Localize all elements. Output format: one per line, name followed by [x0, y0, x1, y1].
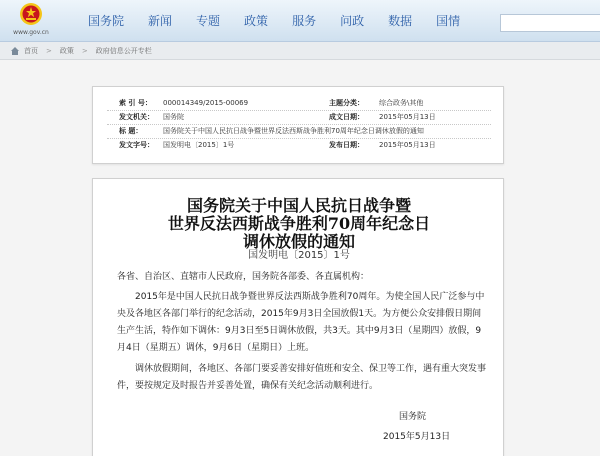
search-input[interactable] — [500, 14, 600, 32]
doc-number: 国发明电〔2015〕1号 — [248, 250, 350, 261]
title-value: 国务院关于中国人民抗日战争暨世界反法西斯战争胜利70周年纪念日调休放假的通知 — [163, 127, 424, 135]
doc-salutation: 各省、自治区、直辖市人民政府，国务院各部委、各直属机构： — [117, 272, 370, 282]
nav-item-guowuyuan[interactable]: 国务院 — [88, 14, 125, 28]
publish-date-value: 2015年05月13日 — [379, 141, 436, 149]
breadcrumb-separator: > — [81, 46, 88, 55]
title-label: 标 题： — [119, 127, 143, 135]
category-value: 综合政务\其他 — [379, 99, 424, 107]
nav-item-news[interactable]: 新闻 — [148, 14, 173, 28]
doc-title-line-2: 世界反法西斯战争胜利70周年纪念日 — [167, 214, 431, 233]
doc-signature: 国务院 — [399, 412, 427, 422]
written-date-label: 成文日期： — [329, 113, 364, 121]
doc-number-value: 国发明电〔2015〕1号 — [163, 141, 235, 149]
issuer-label: 发文机关： — [119, 113, 154, 121]
logo-url-text: www.gov.cn — [13, 29, 49, 36]
doc-title-line-3: 调休放假的通知 — [242, 232, 355, 251]
meta-row-title — [93, 125, 505, 137]
home-icon — [10, 46, 20, 56]
index-number-label: 索 引 号： — [119, 99, 152, 107]
breadcrumb-home[interactable]: 首页 — [24, 46, 38, 55]
nav-item-topics[interactable]: 专题 — [196, 14, 221, 28]
meta-row-issuer — [93, 111, 505, 123]
site-header — [0, 0, 600, 42]
nav-item-data[interactable]: 数据 — [388, 14, 413, 28]
meta-row-docno — [93, 139, 505, 151]
nav-item-policy[interactable]: 政策 — [244, 14, 269, 28]
nav-item-inquiry[interactable]: 问政 — [340, 14, 365, 28]
main-nav — [76, 9, 472, 33]
doc-date: 2015年5月13日 — [383, 432, 451, 442]
doc-title-line-1: 国务院关于中国人民抗日战争暨 — [186, 196, 411, 215]
doc-number-label: 发文字号： — [119, 141, 154, 149]
category-label: 主题分类： — [329, 99, 364, 107]
doc-paragraph-2: 调休放假期间，各地区、各部门要妥善安排好值班和安全、保卫等工作，遇有重大突发事件，要按规定及时报告并妥善处置，确保有关纪念活动顺利进行。 — [117, 364, 487, 391]
breadcrumb — [0, 42, 600, 60]
breadcrumb-separator: > — [46, 46, 52, 55]
site-logo[interactable] — [6, 2, 56, 40]
breadcrumb-policy[interactable]: 政策 — [59, 46, 74, 55]
breadcrumb-info-column[interactable]: 政府信息公开专栏 — [95, 46, 152, 55]
nav-item-services[interactable]: 服务 — [292, 14, 317, 28]
national-emblem-icon — [19, 2, 43, 26]
index-number-value: 000014349/2015-00069 — [163, 99, 249, 107]
document-metadata-panel — [92, 86, 504, 164]
written-date-value: 2015年05月13日 — [379, 113, 436, 121]
nav-item-national[interactable]: 国情 — [436, 14, 461, 28]
issuer-value: 国务院 — [163, 113, 184, 121]
meta-row-index — [93, 97, 505, 109]
doc-paragraph-1: 2015年是中国人民抗日战争暨世界反法西斯战争胜利70周年。为使全国人民广泛参与中央及各地区各部门举行的纪念活动，2015年9月3日全国放假1天。为方便公众安排假日期间生产生活，特作如下调休：9月3日至5日调休放假，共3天。其中9月3日（星期四）放假，9月4日（星期五）调休，9月6日（星期日）上班。 — [117, 292, 485, 353]
document-body — [92, 178, 504, 456]
publish-date-label: 发布日期： — [329, 141, 364, 149]
